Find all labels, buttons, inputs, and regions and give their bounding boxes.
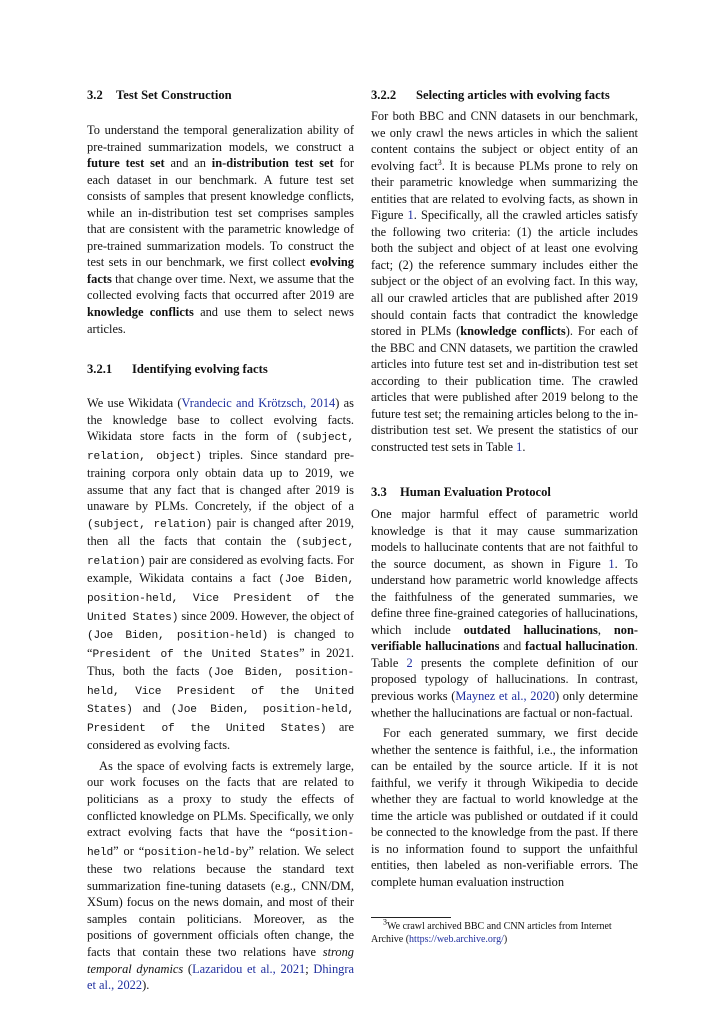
text-run: ) as the knowledge base to collect evolving facts. Wikidata store facts in the form of (87, 396, 355, 444)
bold-text: in-distribution test set (211, 156, 334, 171)
section-number: 3.2.1 (87, 362, 113, 376)
bold-text: future test set (87, 156, 165, 171)
text-run: For both BBC and CNN datasets in our benchmark, we only crawl the news articles in which the salient content contains the subject or object entity of an evolving fact (371, 109, 638, 173)
section-number: 3.2 (87, 88, 103, 102)
text-run: ” in 2021. Thus, both the facts (87, 645, 354, 679)
bold-text: knowledge conflicts (87, 305, 194, 320)
code-text: (Joe Biden, position-held, Vice President of the United States) (87, 667, 354, 717)
bold-text: knowledge conflicts (460, 324, 566, 339)
text-run: To understand the temporal generalization ability of pre-trained summarization models, we construct a (87, 123, 354, 154)
text-run: One major harmful effect of parametric world knowledge is that it may cause summarization models to hallucinate contents that are not faithful to the source document, as shown in Figure (371, 507, 638, 571)
text-run: and use them to select news articles. (87, 305, 354, 336)
text-run: . To understand how parametric world knowledge affects the faithfulness of the generated summaries, we define three fine-grained categories of hallucinations, which include (371, 556, 638, 637)
text-run: ). (142, 978, 150, 993)
text-run: is changed to “ (87, 627, 355, 660)
bold-text: non-verifiable hallucinations (371, 622, 638, 654)
text-run: for each dataset in our benchmark. A future test set consists of samples that present knowledge conflicts, while an in-distribution test set comprises samples that are consistent with the parametric knowledge of pre-trained summarization models. To construct the test sets in our benchmark, we first collect (87, 156, 354, 270)
text-run: . Specifically, all the crawled articles satisfy the following two criteria: (1) the article includes both the subject and object of at least one evolving fact; (2) the reference summary includes either the subject or the object of an evolving fact. In this way, all our crawled articles that are published after 2019 should contain facts that contradict the knowledge stored in PLMs ( (371, 208, 638, 339)
text-run: and (132, 701, 171, 716)
text-run: ) only determine whether the hallucinations are factual or non-factual. (371, 689, 639, 720)
section-heading-3-3 (371, 485, 551, 500)
footnote (371, 917, 638, 946)
section-title: Identifying evolving facts (132, 362, 268, 376)
footnote-marker: 3 (383, 917, 387, 927)
paragraph-test-set-construction (87, 122, 354, 337)
section-title: Test Set Construction (116, 88, 232, 102)
citation-link[interactable]: Dhingra et al., 2022 (87, 961, 354, 993)
text-run: As the space of evolving facts is extremely large, our work focuses on the facts that are related to politicians as a proxy to study the effects of conflicted knowledge on PLMs. Specifically, we only extract evolving facts that have the “ (87, 758, 354, 840)
bold-text: outdated hallucinations (463, 622, 598, 637)
citation-link[interactable]: 2 (406, 655, 413, 670)
code-text: (Joe Biden, position-held, President of the United States) (87, 704, 354, 735)
code-text: (Joe Biden, position-held) (87, 630, 269, 643)
citation-link[interactable]: 1 (407, 208, 414, 223)
citation-link[interactable]: Vrandecic and Krötzsch, 2014 (181, 396, 336, 410)
text-run: pair is changed after 2019, then all the facts that contain the (87, 515, 354, 549)
text-run: ) (503, 933, 508, 945)
paragraph (87, 758, 354, 994)
text-run: pair are considered as evolving facts. For example, Wikidata contains a fact (87, 552, 354, 586)
text-run: ” relation. We select these two relations because the standard text summarization fine-tuning datasets (e.g., CNN/DM, XSum) focus on the news domain, and most of their samples contain politicians. Moreover, as the positions of government officials often change, the facts that contain these two relations have (87, 843, 354, 959)
text-run: . Table (371, 639, 639, 670)
code-text: (subject, relation, object) (87, 432, 354, 463)
citation-link[interactable]: Maynez et al., 2020 (455, 689, 556, 704)
citation-link[interactable]: Lazaridou et al., 2021 (192, 961, 306, 976)
text-run: triples. Since standard pre-training corpora only obtain data up to 2019, we assume that any fact that is changed after 2019 is unaware by PLMs. Concretely, if the object of a (87, 447, 354, 514)
text-run: and an (164, 156, 212, 171)
paragraph (371, 725, 638, 890)
bold-text: evolving facts (87, 255, 354, 286)
text-run: . (522, 439, 526, 454)
section-number: 3.3 (371, 485, 387, 499)
code-text: President of the United States (92, 648, 300, 661)
section-heading-3-2 (87, 88, 232, 103)
section-heading-3-2-1 (87, 362, 268, 377)
text-run: that change over time. Next, we assume that the collected evolving facts that occurred after 2019 are (87, 271, 354, 303)
paragraph-selecting-articles (371, 108, 638, 455)
footnote-marker: 3 (437, 157, 442, 167)
text-run: For each generated summary, we first decide whether the sentence is faithful, i.e., the information can be entailed by the source article. If it is not faithful, we verify it through Wikipedia to decide whether they are factual to world knowledge at the time the article was published or outdated if it could be connected to the knowledge from the past. If there is no information found to support the unfaithful entities, then labeled as non-verifiable errors. The complete human evaluation instruction (371, 726, 638, 890)
text-run: are considered as evolving facts. (87, 719, 354, 753)
citation-link[interactable]: 1 (608, 556, 615, 571)
code-text: (subject, relation) (87, 537, 354, 568)
section-number: 3.2.2 (371, 88, 397, 102)
citation-link[interactable]: https://web.archive.org/ (409, 933, 504, 945)
text-run: ; (305, 961, 314, 976)
section-title: Selecting articles with evolving facts (416, 88, 610, 102)
text-run: We use Wikidata ( (87, 396, 182, 410)
paragraph (371, 108, 638, 455)
code-text: position-held-by (144, 846, 249, 859)
paragraph (371, 506, 638, 721)
paragraph-human-evaluation (371, 506, 638, 891)
text-run: ” or “ (113, 843, 145, 858)
text-run: presents the complete definition of our proposed typology of hallucinations. In contrast, previous works ( (371, 655, 638, 704)
text-run: and (499, 639, 526, 654)
paragraph-identifying-evolving-facts (87, 395, 354, 994)
code-text: (Joe Biden, position-held, Vice President of the United States) (87, 574, 354, 624)
text-run: We crawl archived BBC and CNN articles from Internet Archive ( (371, 921, 612, 945)
text-run: ( (183, 961, 193, 976)
paragraph (87, 122, 354, 337)
italic-text: strong temporal dynamics (87, 944, 354, 976)
section-title: Human Evaluation Protocol (400, 485, 551, 499)
footnote-text (371, 917, 638, 946)
text-run: . It is because PLMs prone to rely on their parametric knowledge when summarizing the entities that are related to evolving facts, as shown in Figure (371, 158, 639, 223)
text-run: ). For each of the BBC and CNN datasets, we partition the crawled articles into future test set and in-distribution test set according to their publication time. The crawled articles that were published after 2019 belong to the future test set; the remaining articles belong to the in-distribution test set. We present the statistics of our constructed test sets in Table (371, 324, 639, 454)
paragraph (87, 395, 354, 754)
bold-text: factual hallucination (525, 639, 635, 654)
citation-link[interactable]: 1 (516, 439, 523, 454)
text-run: since 2009. However, the object of (178, 608, 354, 623)
text-run: , (597, 622, 614, 637)
section-heading-3-2-2 (371, 88, 610, 103)
code-text: (subject, relation) (87, 518, 213, 531)
code-text: position-held (87, 828, 354, 859)
